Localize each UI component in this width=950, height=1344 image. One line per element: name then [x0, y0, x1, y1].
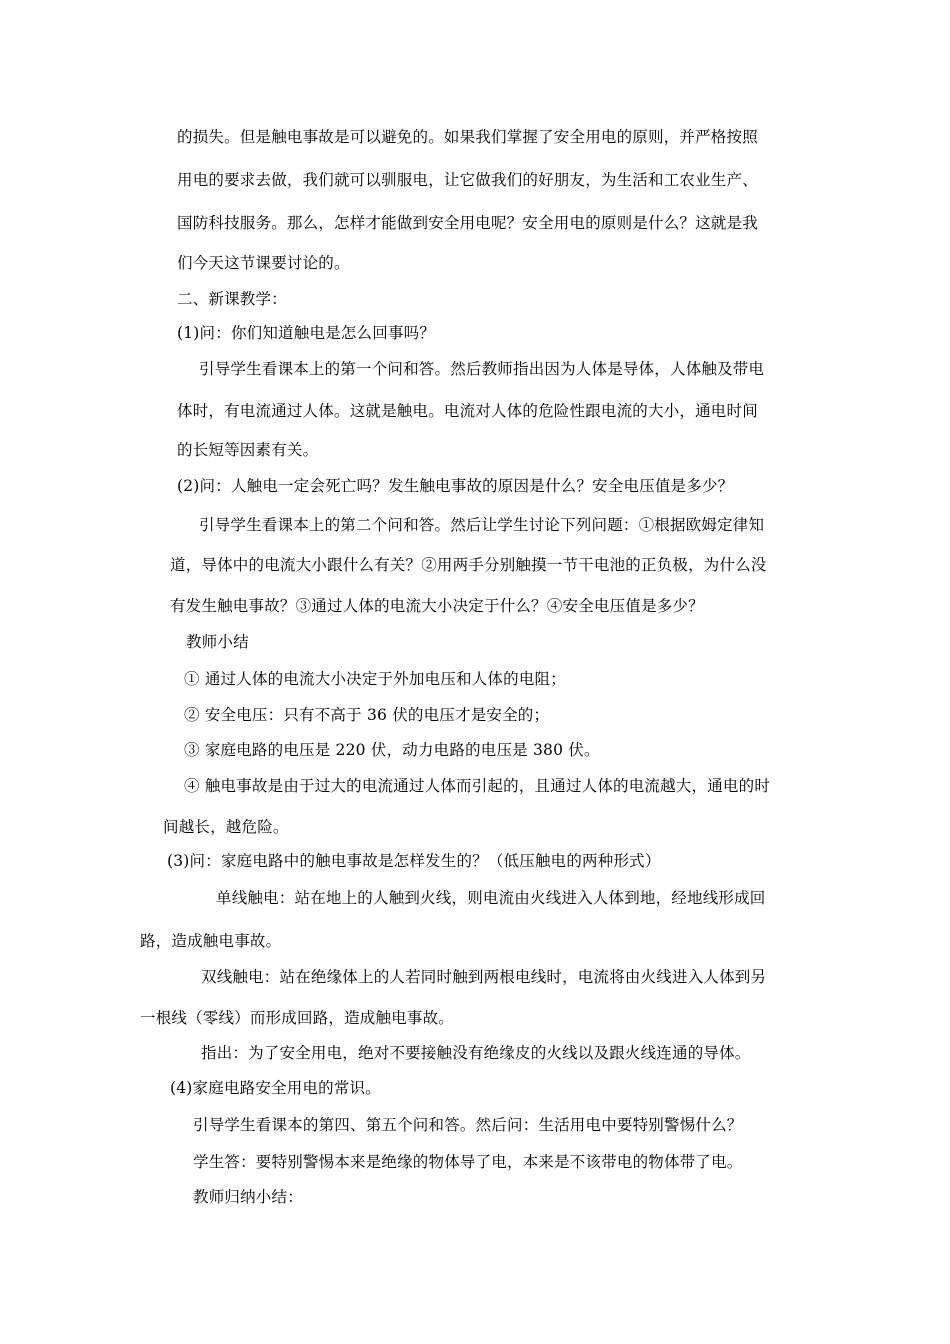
question-heading: (4)家庭电路安全用电的常识。	[170, 1079, 381, 1097]
text-line: 有发生触电事故？③通过人体的电流大小决定于什么？④安全电压值是多少？	[170, 597, 704, 615]
text-line: 指出：为了安全用电，绝对不要接触没有绝缘皮的火线以及跟火线连通的导体。	[201, 1044, 751, 1062]
text-line: 引导学生看课本上的第二个问和答。然后让学生讨论下列问题：①根据欧姆定律知	[199, 516, 765, 534]
text-line: 学生答：要特别警惕本来是绝缘的物体导了电，本来是不该带电的物体带了电。	[193, 1153, 743, 1171]
question-heading: (3)问：家庭电路中的触电事故是怎样发生的？（低压触电的两种形式）	[167, 852, 661, 870]
list-item: ③ 家庭电路的电压是 220 伏，动力电路的电压是 380 伏。	[184, 741, 600, 759]
text-line: 引导学生看课本上的第一个问和答。然后教师指出因为人体是导体，人体触及带电	[199, 360, 765, 378]
text-line: 的长短等因素有关。	[177, 441, 319, 459]
text-line: 一根线（零线）而形成回路，造成触电事故。	[140, 1009, 455, 1027]
text-line: 体时，有电流通过人体。这就是触电。电流对人体的危险性跟电流的大小，通电时间	[177, 402, 758, 420]
list-item: ④ 触电事故是由于过大的电流通过人体而引起的，且通过人体的电流越大，通电的时	[184, 777, 771, 795]
text-line: 用电的要求去做，我们就可以驯服电，让它做我们的好朋友，为生活和工农业生产、	[177, 171, 758, 189]
subheading: 教师归纳小结：	[193, 1188, 303, 1206]
subheading: 教师小结	[186, 633, 249, 651]
text-line: 间越长，越危险。	[163, 818, 289, 836]
list-item: ① 通过人体的电流大小决定于外加电压和人体的电阻；	[184, 670, 566, 688]
text-line: 的损失。但是触电事故是可以避免的。如果我们掌握了安全用电的原则，并严格按照	[177, 128, 758, 146]
text-line: 路，造成触电事故。	[140, 932, 282, 950]
question-heading: (2)问：人触电一定会死亡吗？发生触电事故的原因是什么？安全电压值是多少？	[177, 477, 734, 495]
list-item: ② 安全电压：只有不高于 36 伏的电压才是安全的；	[184, 706, 550, 724]
text-line: 们今天这节课要讨论的。	[177, 254, 350, 272]
text-line: 道，导体中的电流大小跟什么有关？②用两手分别触摸一节干电池的正负极，为什么没	[170, 556, 767, 574]
text-line: 单线触电：站在地上的人触到火线，则电流由火线进入人体到地，经地线形成回	[216, 889, 766, 907]
text-line: 引导学生看课本的第四、第五个问和答。然后问：生活用电中要特别警惕什么？	[193, 1116, 743, 1134]
text-line: 双线触电：站在绝缘体上的人若同时触到两根电线时，电流将由火线进入人体到另	[201, 968, 767, 986]
text-line: 国防科技服务。那么，怎样才能做到安全用电呢？安全用电的原则是什么？这就是我	[177, 214, 758, 232]
question-heading: (1)问：你们知道触电是怎么回事吗？	[177, 324, 436, 342]
section-heading: 二、新课教学：	[177, 290, 287, 308]
